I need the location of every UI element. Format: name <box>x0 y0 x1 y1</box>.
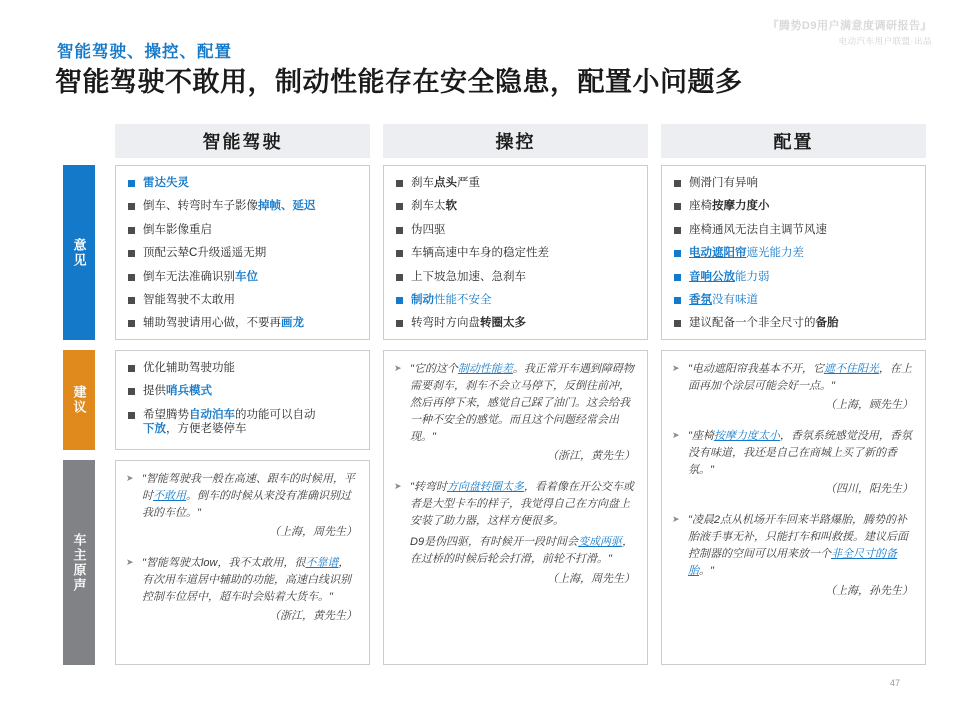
report-header <box>767 18 932 47</box>
quote-item: D9是伪四驱，有时候开一段时间会变成两驱，在过桥的时候后轮会打滑，前轮不打滑。" （上海，周先生） <box>394 534 635 587</box>
row-label-opinion: 意见 <box>63 165 95 340</box>
list-item: 电动遮阳帘遮光能力差 <box>674 246 915 260</box>
page-title: 智能驾驶不敢用，制动性能存在安全隐患，配置小问题多 <box>55 67 743 97</box>
list-item: 雷达失灵 <box>128 176 359 190</box>
page-number: 47 <box>889 678 900 688</box>
quote-source: （浙江，黄先生） <box>547 450 635 463</box>
list-item: 伪四驱 <box>396 223 637 237</box>
quote-item: ➤ "它的这个制动性能差。我正常开车遇到障碍物需要刹车，刹车不会立马停下，反倒往前冲，然后再停下来，感觉自己踩了油门。这会给我一种不安全的感觉。而且这个问题经常会出现。" （浙江，黄先生） <box>394 361 635 465</box>
opinion-list-handling <box>384 166 647 350</box>
quote-source: （上海，孙先生） <box>825 584 913 597</box>
voices-list-smart-driving <box>116 461 369 647</box>
list-item: 建议配备一个非全尺寸的备胎 <box>674 316 915 330</box>
list-item: 座椅按摩力度小 <box>674 199 915 213</box>
list-item: 倒车影像重启 <box>128 223 359 237</box>
voices-card-config <box>661 350 926 665</box>
list-item: 转弯时方向盘转圈太多 <box>396 316 637 330</box>
quote-source: （上海，顾先生） <box>825 399 913 412</box>
list-item: 优化辅助驾驶功能 <box>128 361 359 375</box>
list-item: 上下坡急加速、急刹车 <box>396 270 637 284</box>
row-label-suggestion: 建议 <box>63 350 95 450</box>
voices-card-smart-driving <box>115 460 370 665</box>
column-header-handling: 操控 <box>383 124 648 158</box>
quote-item: ➤ "智能驾驶我一般在高速、跟车的时候用，平时不敢用。倒车的时候从来没有准确识别过我的车位。" （上海，周先生） <box>126 471 357 541</box>
list-item: 刹车点头严重 <box>396 176 637 190</box>
opinion-card-config <box>661 165 926 340</box>
quote-source: （上海，周先生） <box>269 526 357 539</box>
list-item: 刹车太软 <box>396 199 637 213</box>
list-item: 倒车无法准确识别车位 <box>128 270 359 284</box>
report-title: 『腾势D9用户满意度调研报告』 <box>767 20 932 32</box>
list-item: 希望腾势自动泊车的功能可以自动 下放，方便老婆停车 <box>128 408 359 437</box>
quote-item: ➤ "智能驾驶太low，我不太敢用，很不靠谱，有次用车道居中辅助的功能，高速白线识别控制车位居中，超车时会贴着大货车。" （浙江，黄先生） <box>126 555 357 625</box>
suggestion-card-smart-driving <box>115 350 370 450</box>
opinion-card-handling <box>383 165 648 340</box>
list-item: 座椅通风无法自主调节风速 <box>674 223 915 237</box>
suggestion-list-smart-driving <box>116 351 369 456</box>
list-item: 香氛没有味道 <box>674 293 915 307</box>
voices-card-handling <box>383 350 648 665</box>
quote-source: （四川，阳先生） <box>825 483 913 496</box>
opinion-list-smart-driving <box>116 166 369 350</box>
list-item: 提供哨兵模式 <box>128 384 359 398</box>
column-header-smart-driving: 智能驾驶 <box>115 124 370 158</box>
list-item: 侧滑门有异响 <box>674 176 915 190</box>
quote-item: ➤ "电动遮阳帘我基本不开，它遮不住阳光，在上面再加个涂层可能会好一点。" （上海，顾先生） <box>672 361 913 414</box>
opinion-list-config <box>662 166 925 350</box>
column-header-config: 配置 <box>661 124 926 158</box>
list-item: 顶配云辇C升级遥遥无期 <box>128 246 359 260</box>
quote-item: ➤ "凌晨2点从机场开车回来半路爆胎，腾势的补胎液手事无补，只能打车和叫救援。建议后面控制器的空间可以用来放一个非全尺寸的备胎。" （上海，孙先生） <box>672 512 913 599</box>
list-item: 智能驾驶不太敢用 <box>128 293 359 307</box>
report-subtitle: 电动汽车用户联盟·出品 <box>838 35 932 46</box>
list-item: 辅助驾驶请用心做，不要再画龙 <box>128 316 359 330</box>
list-item: 音响公放能力弱 <box>674 270 915 284</box>
quote-item: ➤ "座椅按摩力度太小，香氛系统感觉没用，香氛没有味道，我还是自己在商城上买了新的香氛。" （四川，阳先生） <box>672 428 913 498</box>
opinion-card-smart-driving <box>115 165 370 340</box>
slide-kicker: 智能驾驶、操控、配置 <box>57 43 232 61</box>
quote-source: （上海，周先生） <box>547 572 635 585</box>
quote-item: ➤ "转弯时方向盘转圈太多，看着像在开公交车或者是大型卡车的样子，我觉得自己在方向盘上安装了助力器，这样方便很多。 <box>394 479 635 530</box>
quote-source: （浙江，黄先生） <box>269 610 357 623</box>
row-label-voices: 车主原声 <box>63 460 95 665</box>
voices-list-config <box>662 351 925 622</box>
list-item: 倒车、转弯时车子影像掉帧、延迟 <box>128 199 359 213</box>
voices-list-handling <box>384 351 647 610</box>
list-item: 车辆高速中车身的稳定性差 <box>396 246 637 260</box>
list-item: 制动性能不安全 <box>396 293 637 307</box>
